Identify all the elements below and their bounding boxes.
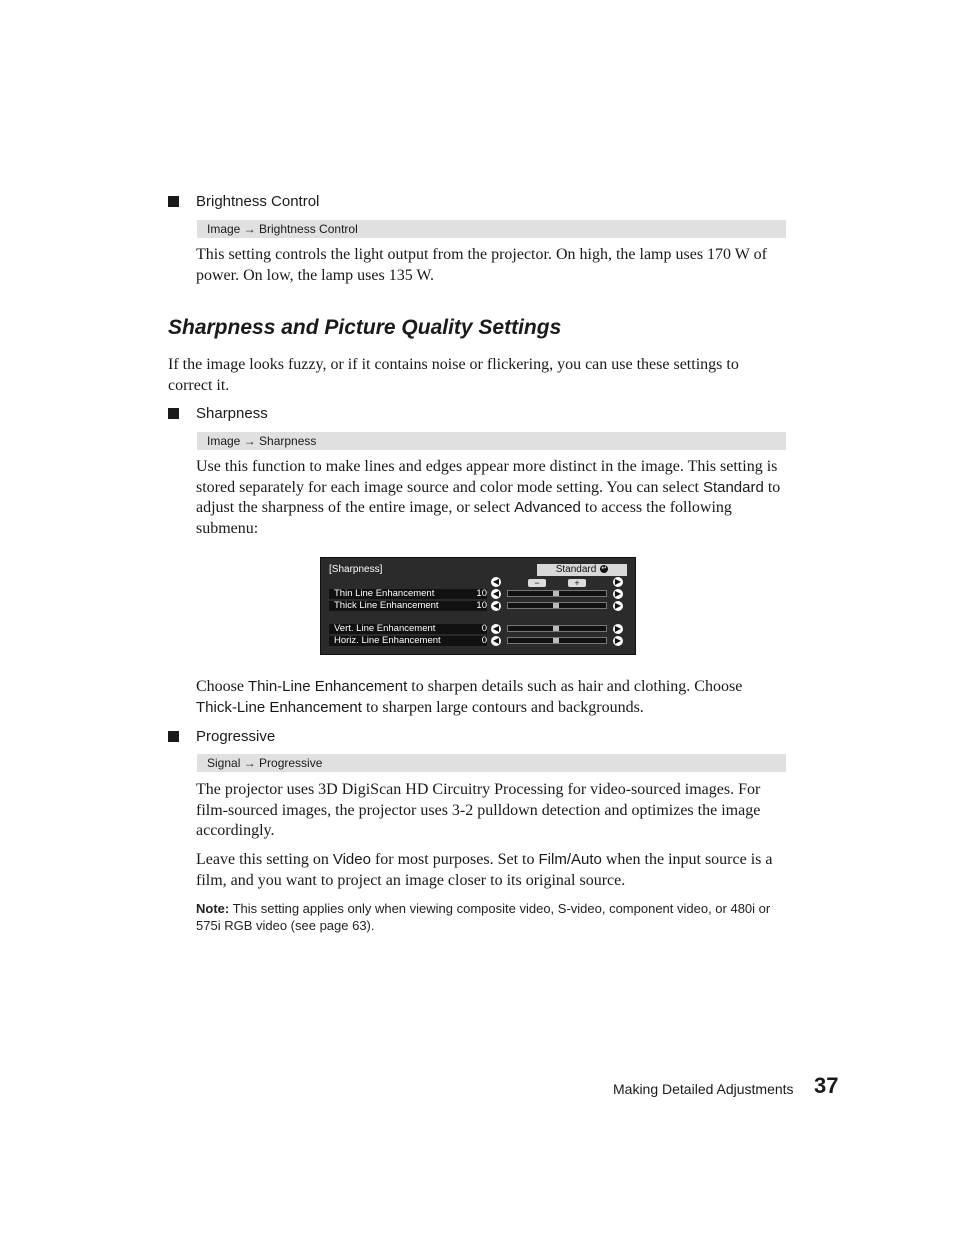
osd-row-label: Vert. Line Enhancement [329,624,487,634]
menu-path-bar: Image → Sharpness [197,432,786,450]
bullet-icon [168,196,179,207]
osd-row-value: 0 [481,635,487,646]
page-number: 37 [814,1073,839,1098]
osd-row-label: Thick Line Enhancement [329,601,487,611]
osd-row-label: Horiz. Line Enhancement [329,636,487,646]
paragraph: Leave this setting on Video for most purposes. Set to Film/Auto when the input source is a film, and you want to project an image closer to its original source. [196,851,773,889]
osd-row [329,589,629,599]
bullet-label: Sharpness [196,405,268,422]
osd-row-value: 0 [481,623,487,634]
osd-slider [507,637,607,644]
right-arrow-icon: ▶ [614,636,622,645]
left-arrow-icon: ◀ [492,577,500,586]
right-arrow-icon: ▶ [614,577,622,586]
slider-thumb [553,591,559,596]
bullet-item-progressive [168,728,275,745]
left-arrow-icon: ◀ [492,624,500,633]
osd-row-value: 10 [476,588,487,599]
left-arrow-icon: ◀ [492,589,500,598]
slider-thumb [553,603,559,608]
osd-row-label: Thin Line Enhancement [329,589,487,599]
note-label: Note: [196,901,230,916]
osd-row [329,601,629,611]
bullet-label: Brightness Control [196,193,320,210]
ui-term: Advanced [514,499,581,516]
paragraph: The projector uses 3D DigiScan HD Circuitry Processing for video-sourced images. For film-sourced images, the projector uses 3-2 pulldown detection and optimizes the image accordingly. [196,781,761,839]
ui-term: Film/Auto [538,851,602,868]
minus-icon: − [528,579,546,587]
left-arrow-icon: ◀ [492,601,500,610]
enter-icon: ↵ [601,565,608,573]
left-arrow-icon: ◀ [492,636,500,645]
slider-thumb [553,626,559,631]
menu-path-bar: Image → Brightness Control [197,220,786,238]
paragraph: Use this function to make lines and edges appear more distinct in the image. This setting is stored separately for each image source and color mode setting. You can select Standard to adjust the sharpness of the entire image, or select Advanced to access the following submenu: [196,458,781,537]
right-arrow-icon: ▶ [614,589,622,598]
intro-paragraph: If the image looks fuzzy, or if it contains noise or flickering, you can use these settings to correct it. [168,356,739,394]
osd-row-value: 10 [476,600,487,611]
osd-sharpness-menu [320,557,636,655]
bullet-item-sharpness [168,405,268,422]
footer-label: Making Detailed Adjustments [613,1081,794,1097]
menu-path-bar: Signal → Progressive [197,754,786,772]
ui-term: Thin-Line Enhancement [248,678,408,695]
ui-term: Standard [702,478,764,496]
osd-row [329,624,629,634]
bullet-label: Progressive [196,728,276,745]
ui-term: Video [332,851,371,868]
paragraph: This setting controls the light output from the projector. On high, the lamp uses 170 W of power. On low, the lamp uses 135 W. [196,246,767,284]
osd-slider [507,590,607,597]
slider-thumb [553,638,559,643]
bullet-icon [168,408,179,419]
note: Note: This setting applies only when viewing composite video, S-video, component video, or 480i or 575i RGB video (see page 63). [196,901,771,933]
paragraph: Choose Thin-Line Enhancement to sharpen details such as hair and clothing. Choose Thick-Line Enhancement to sharpen large contours and backgrounds. [196,678,743,716]
osd-row [329,636,629,646]
right-arrow-icon: ▶ [614,624,622,633]
osd-slider [507,602,607,609]
ui-term: Thick-Line Enhancement [196,698,362,716]
osd-mode-badge: Standard ↵ [537,564,627,576]
osd-title: [Sharpness] [329,564,383,575]
right-arrow-icon: ▶ [614,601,622,610]
plus-icon: + [568,579,586,587]
osd-slider [507,625,607,632]
section-heading: Sharpness and Picture Quality Settings [168,316,562,339]
bullet-icon [168,731,179,742]
bullet-item-brightness [168,193,319,210]
